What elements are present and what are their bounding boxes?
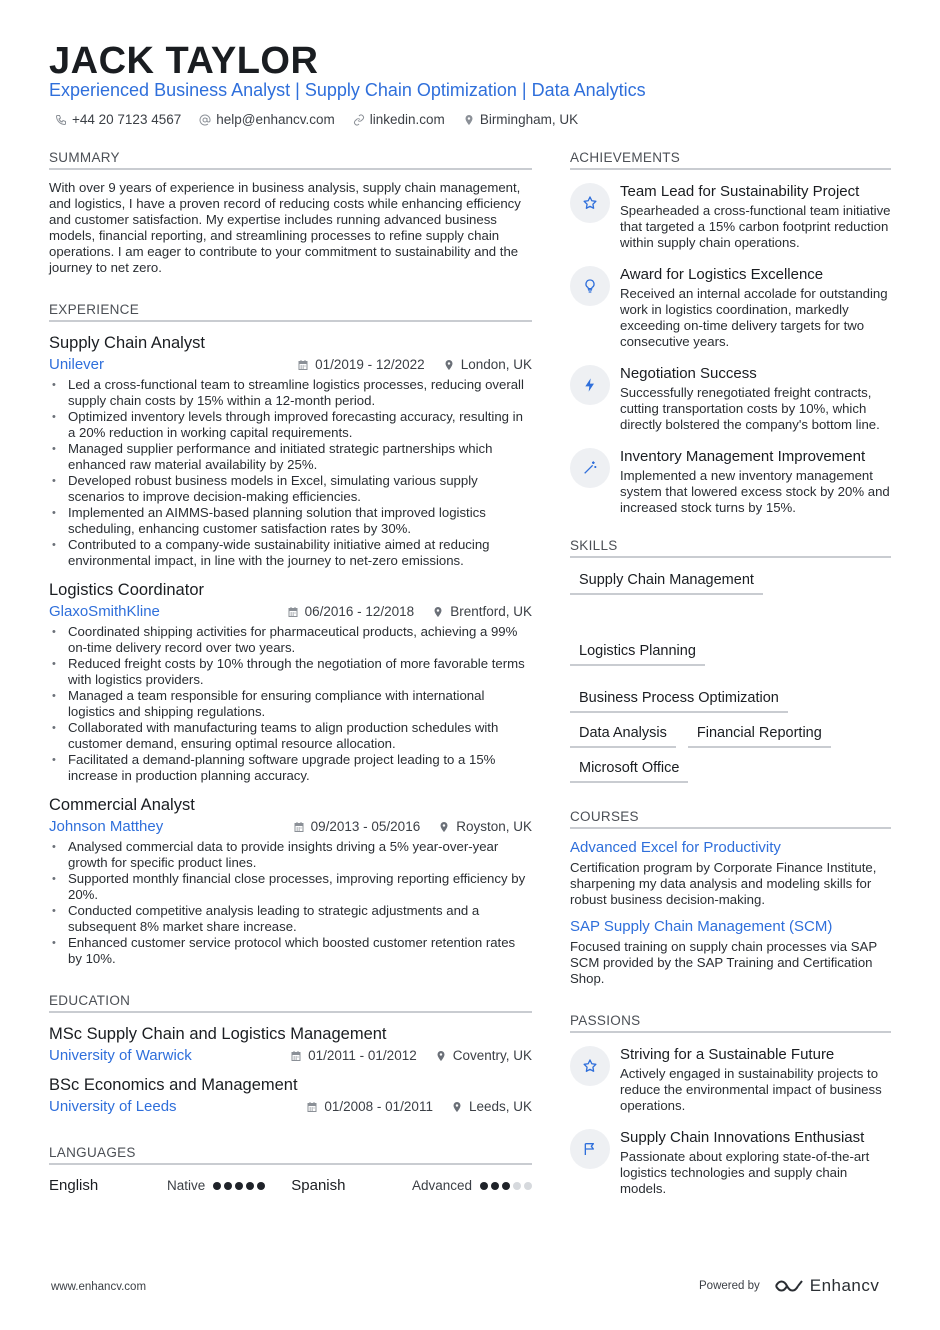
passions-title: Striving for a Sustainable Future — [620, 1046, 835, 1063]
job-bullet: • Analysed commercial data to provide insights driving a 5% year-over-year growth for specific product lines. — [49, 839, 532, 871]
job-meta-right — [293, 819, 532, 834]
passions-heading: PASSIONS — [570, 1013, 891, 1033]
education-location — [451, 1099, 532, 1114]
contact-location — [463, 112, 578, 127]
education-dates-text: 01/2011 - 01/2012 — [308, 1048, 417, 1063]
contact-row — [55, 112, 578, 127]
star-icon — [570, 1046, 610, 1086]
education-location-text: Leeds, UK — [468, 1099, 532, 1114]
job-title: Logistics Coordinator — [49, 581, 204, 599]
languages-heading: LANGUAGES — [49, 1145, 532, 1165]
company-name: Johnson Matthey — [49, 818, 164, 835]
course-entry — [570, 839, 891, 908]
enhancv-logo[interactable] — [774, 1276, 880, 1296]
contact-phone — [55, 112, 181, 127]
candidate-headline: Experienced Business Analyst | Supply Chain Optimization | Data Analytics — [49, 80, 646, 100]
language-rating — [480, 1182, 532, 1190]
job-entry — [49, 581, 532, 784]
job-location — [438, 819, 532, 834]
rating-dot — [491, 1182, 499, 1190]
achievements-description: Implemented a new inventory management system that lowered excess stock by 20% and increased stock turns by 15%. — [620, 468, 890, 515]
enhancv-logo-text: Enhancv — [809, 1276, 880, 1295]
phone-text: +44 20 7123 4567 — [72, 112, 182, 127]
skills-heading: SKILLS — [570, 538, 891, 558]
achievements-title: Negotiation Success — [620, 365, 757, 382]
education-entry — [49, 1076, 532, 1115]
course-title[interactable]: SAP Supply Chain Management (SCM) — [570, 918, 833, 935]
job-dates-text: 01/2019 - 12/2022 — [315, 357, 425, 372]
degree-title: MSc Supply Chain and Logistics Management — [49, 1025, 387, 1043]
passions-list — [570, 1045, 891, 1197]
passions-item — [570, 1045, 891, 1114]
job-bullets — [49, 624, 532, 784]
course-description: Focused training on supply chain processes via SAP SCM provided by the SAP Training and Certification Shop. — [570, 939, 877, 986]
location-pin-icon — [432, 606, 444, 618]
passions-item — [570, 1128, 891, 1197]
achievements-item — [570, 364, 891, 433]
job-bullet: • Enhanced customer service protocol which boosted customer retention rates by 10%. — [49, 935, 532, 967]
job-meta-right — [287, 604, 532, 619]
job-bullet: • Contributed to a company-wide sustainability initiative aimed at reducing environmental impact, in line with the journey to net-zero emissions. — [49, 537, 532, 569]
star-icon — [570, 183, 610, 223]
job-dates — [287, 604, 415, 619]
job-meta — [49, 818, 532, 835]
footer-branding — [699, 1276, 879, 1296]
job-title: Commercial Analyst — [49, 796, 195, 814]
job-bullet: • Reduced freight costs by 10% through the negotiation of more favorable terms with logistics providers. — [49, 656, 532, 688]
job-location-text: Royston, UK — [456, 819, 532, 834]
achievements-description: Spearheaded a cross-functional team initiative that targeted a 15% carbon footprint reduction within supply chain operations. — [620, 203, 891, 250]
achievements-title: Inventory Management Improvement — [620, 448, 866, 465]
company-name: Unilever — [49, 356, 105, 373]
job-title: Supply Chain Analyst — [49, 334, 205, 352]
job-entry — [49, 796, 532, 967]
job-meta-right — [297, 357, 532, 372]
at-sign-icon — [199, 114, 211, 126]
experience-heading: EXPERIENCE — [49, 302, 532, 322]
job-bullet: • Implemented an AIMMS-based planning solution that improved logistics scheduling, enhancing customer satisfaction rates by 30%. — [49, 505, 532, 537]
job-bullets — [49, 839, 532, 967]
skill-tag: Data Analysis — [570, 725, 676, 748]
achievements-item — [570, 447, 891, 516]
calendar-icon — [287, 606, 299, 618]
flag-icon — [570, 1129, 610, 1169]
enhancv-logo-icon — [774, 1278, 804, 1294]
rating-dot — [524, 1182, 532, 1190]
rating-dot — [257, 1182, 265, 1190]
experience-list — [49, 334, 532, 967]
education-meta — [49, 1047, 532, 1064]
contact-email[interactable] — [199, 112, 335, 127]
job-location-text: Brentford, UK — [450, 604, 532, 619]
lightbulb-icon — [570, 266, 610, 306]
achievements-description: Received an internal accolade for outstanding work in logistics coordination, markedly exceeding on-time delivery targets for two consecutive years. — [620, 286, 888, 349]
job-dates-text: 06/2016 - 12/2018 — [304, 604, 415, 619]
achievements-title: Team Lead for Sustainability Project — [620, 183, 860, 200]
rating-dot — [235, 1182, 243, 1190]
job-bullet: • Collaborated with manufacturing teams to align production schedules with customer demand, ensuring optimal resource allocation. — [49, 720, 532, 752]
phone-icon — [55, 114, 67, 126]
passions-description: Actively engaged in sustainability projects to reduce the environmental impact of business operations. — [620, 1066, 882, 1113]
achievements-item — [570, 182, 891, 251]
course-entry — [570, 918, 891, 987]
rating-dot — [502, 1182, 510, 1190]
education-dates — [306, 1099, 433, 1114]
footer-website[interactable]: www.enhancv.com — [51, 1281, 147, 1293]
rating-dot — [480, 1182, 488, 1190]
languages-row — [49, 1177, 532, 1194]
education-entry — [49, 1025, 532, 1064]
job-dates — [297, 357, 425, 372]
education-dates — [290, 1048, 417, 1063]
rating-dot — [513, 1182, 521, 1190]
passions-body — [620, 1045, 891, 1114]
achievements-body — [620, 447, 891, 516]
education-dates-text: 01/2008 - 01/2011 — [324, 1099, 433, 1114]
courses-list — [570, 839, 891, 987]
achievements-item — [570, 265, 891, 350]
job-bullet: • Managed supplier performance and initiated strategic partnerships which enhanced raw material availability by 25%. — [49, 441, 532, 473]
job-meta — [49, 603, 532, 620]
language-name: English — [49, 1177, 99, 1194]
calendar-icon — [290, 1050, 302, 1062]
right-column — [570, 150, 891, 1211]
education-meta — [49, 1098, 532, 1115]
skill-tag: Supply Chain Management — [570, 572, 763, 595]
achievements-body — [620, 364, 891, 433]
powered-by-text: Powered by — [699, 1280, 760, 1292]
summary-text: With over 9 years of experience in business analysis, supply chain management, and logistics, I have a proven record of reducing costs while enhancing efficiency and customer satisfaction. My expertise includes running advanced business models, financial reporting, and streamlining processes to refine supply chain operations. I am eager to contribute to your commitment to sustainability and the journey to net zero. — [49, 180, 521, 275]
skill-tag: Logistics Planning — [570, 643, 705, 666]
linkedin-text[interactable]: linkedin.com — [369, 112, 445, 127]
job-bullet: • Led a cross-functional team to streamline logistics processes, reducing overall supply chain costs by 15% within a 12-month period. — [49, 377, 532, 409]
passions-title: Supply Chain Innovations Enthusiast — [620, 1129, 865, 1146]
language-level: Native — [167, 1178, 206, 1193]
rating-dot — [213, 1182, 221, 1190]
job-bullet: • Conducted competitive analysis leading to strategic adjustments and a subsequent 8% market share increase. — [49, 903, 532, 935]
school-name: University of Leeds — [49, 1098, 177, 1115]
achievements-title: Award for Logistics Excellence — [620, 266, 824, 283]
location-pin-icon — [438, 821, 450, 833]
job-bullet: • Coordinated shipping activities for pharmaceutical products, achieving a 99% on-time delivery record over two years. — [49, 624, 532, 656]
course-title[interactable]: Advanced Excel for Productivity — [570, 839, 781, 856]
skill-tag: Business Process Optimization — [570, 690, 788, 713]
language-name: Spanish — [291, 1177, 346, 1194]
job-bullets — [49, 377, 532, 569]
candidate-name: JACK TAYLOR — [49, 40, 319, 82]
achievements-list — [570, 182, 891, 516]
location-pin-icon — [451, 1101, 463, 1113]
courses-heading: COURSES — [570, 809, 891, 829]
achievements-body — [620, 182, 891, 251]
passions-body — [620, 1128, 891, 1197]
skill-tag: Microsoft Office — [570, 760, 688, 783]
education-location-text: Coventry, UK — [452, 1048, 532, 1063]
email-text[interactable]: help@enhancv.com — [216, 112, 335, 127]
location-pin-icon — [443, 359, 455, 371]
achievements-body — [620, 265, 891, 350]
job-entry — [49, 334, 532, 569]
skill-tag: Financial Reporting — [688, 725, 831, 748]
job-bullet: • Managed a team responsible for ensuring compliance with international logistics and shipping regulations. — [49, 688, 532, 720]
job-bullet: • Supported monthly financial close processes, improving reporting efficiency by 20%. — [49, 871, 532, 903]
course-description: Certification program by Corporate Finance Institute, sharpening my data analysis and modeling skills for robust business decision-making. — [570, 860, 877, 907]
achievements-description: Successfully renegotiated freight contracts, cutting transportation costs by 10%, which directly bolstered the company's bottom line. — [620, 385, 880, 432]
rating-dot — [246, 1182, 254, 1190]
left-column — [49, 150, 532, 1194]
achievements-heading: ACHIEVEMENTS — [570, 150, 891, 170]
job-dates-text: 09/2013 - 05/2016 — [310, 819, 421, 834]
language-level: Advanced — [411, 1178, 472, 1193]
link-icon — [353, 114, 365, 126]
job-bullet: • Facilitated a demand-planning software upgrade project leading to a 15% increase in production planning accuracy. — [49, 752, 532, 784]
passions-description: Passionate about exploring state-of-the-art logistics technologies and supply chain models. — [620, 1149, 870, 1196]
degree-title: BSc Economics and Management — [49, 1076, 298, 1094]
education-meta-right — [306, 1099, 532, 1114]
calendar-icon — [293, 821, 305, 833]
company-name: GlaxoSmithKline — [49, 603, 160, 620]
location-text: Birmingham, UK — [479, 112, 579, 127]
job-bullet: • Developed robust business models in Excel, simulating various supply scenarios to improve decision-making efficiencies. — [49, 473, 532, 505]
location-pin-icon — [463, 114, 475, 126]
skills-list — [570, 572, 891, 783]
education-location — [435, 1048, 532, 1063]
summary-heading: SUMMARY — [49, 150, 532, 170]
job-dates — [293, 819, 421, 834]
rating-dot — [224, 1182, 232, 1190]
calendar-icon — [297, 359, 309, 371]
location-pin-icon — [435, 1050, 447, 1062]
lightning-icon — [570, 365, 610, 405]
job-location — [432, 604, 532, 619]
calendar-icon — [306, 1101, 318, 1113]
contact-linkedin[interactable] — [353, 112, 445, 127]
magic-wand-icon — [570, 448, 610, 488]
job-meta — [49, 356, 532, 373]
language-rating — [213, 1182, 265, 1190]
education-list — [49, 1025, 532, 1115]
job-location — [443, 357, 532, 372]
job-bullet: • Optimized inventory levels through improved forecasting accuracy, resulting in a 20% reduction in working capital requirements. — [49, 409, 532, 441]
education-heading: EDUCATION — [49, 993, 532, 1013]
job-location-text: London, UK — [460, 357, 532, 372]
school-name: University of Warwick — [49, 1047, 192, 1064]
education-meta-right — [290, 1048, 532, 1063]
